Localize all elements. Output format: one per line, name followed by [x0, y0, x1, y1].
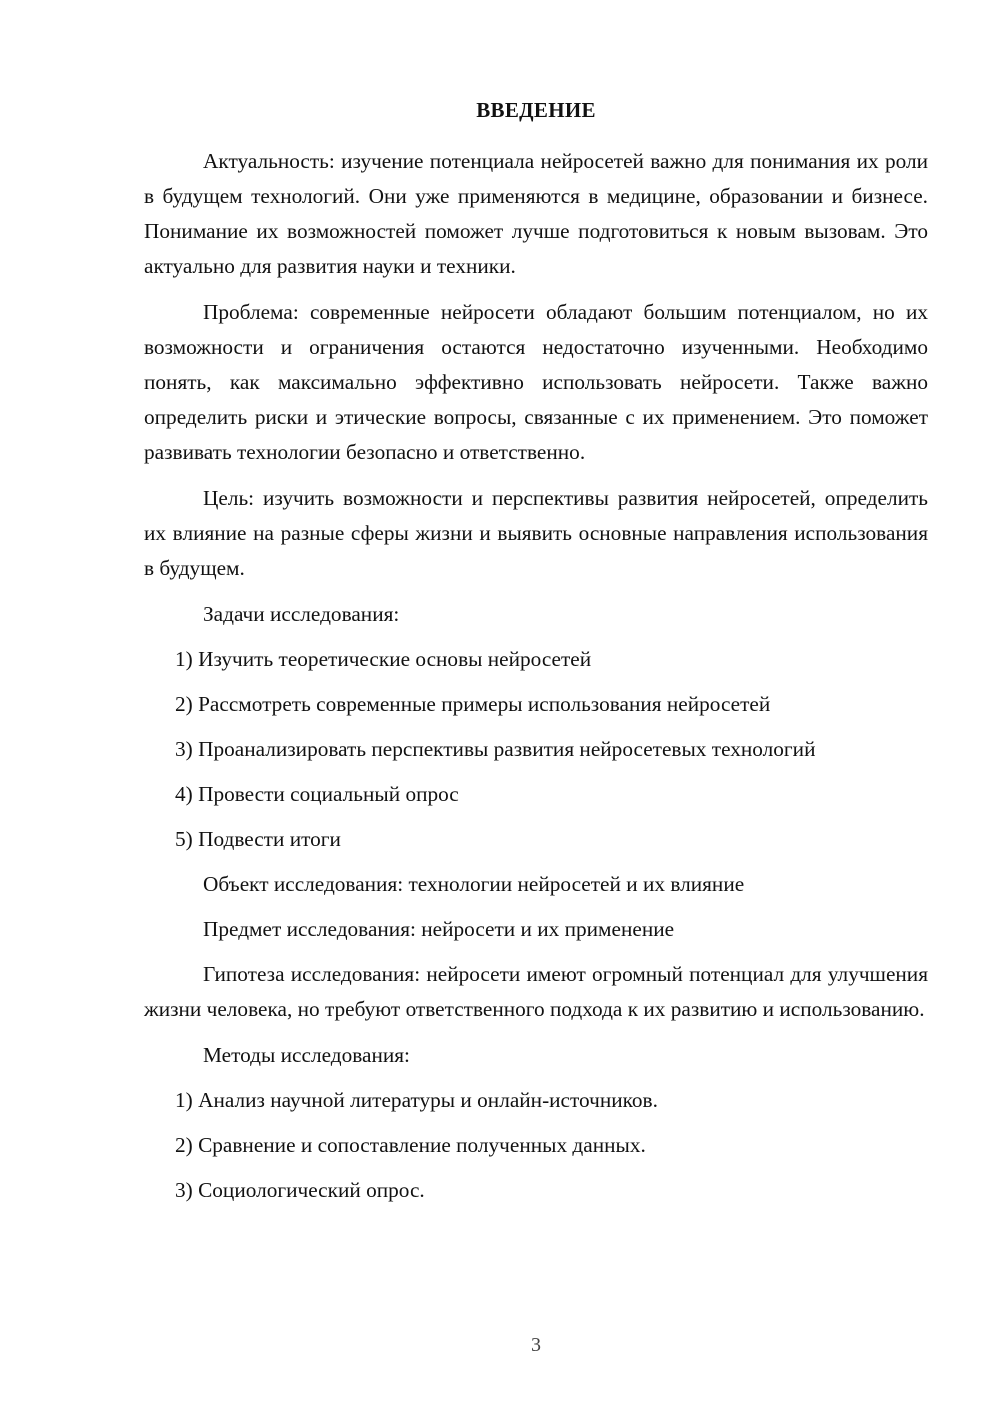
problem-paragraph: Проблема: современные нейросети обладают большим потенциалом, но их возможности и ограничения остаются недостаточно изученными. Необходимо понять, как максимально эффективно использовать нейросети. Также важно определить риски и этические вопросы, связанные с их применением. Это поможет развивать технологии безопасно и ответственно. [144, 300, 928, 464]
document-body [144, 96, 928, 1218]
list-item: 2) Сравнение и сопоставление полученных данных. [175, 1133, 646, 1157]
methods-list [144, 1083, 928, 1208]
list-item: 2) Рассмотреть современные примеры использования нейросетей [175, 692, 771, 716]
hypothesis-paragraph: Гипотеза исследования: нейросети имеют огромный потенциал для улучшения жизни человека, но требуют ответственного подхода к их развитию и использованию. [144, 962, 928, 1021]
tasks-heading: Задачи исследования: [203, 602, 400, 626]
list-item: 5) Подвести итоги [175, 827, 341, 851]
page-number: 3 [531, 1334, 541, 1356]
tasks-list [144, 642, 928, 857]
list-item: 1) Изучить теоретические основы нейросетей [175, 647, 592, 671]
relevance-paragraph: Актуальность: изучение потенциала нейросетей важно для понимания их роли в будущем технологий. Они уже применяются в медицине, образовании и бизнесе. Понимание их возможностей поможет лучше подготовиться к новым вызовам. Это актуально для развития науки и техники. [144, 149, 928, 278]
list-item: 3) Проанализировать перспективы развития нейросетевых технологий [175, 737, 816, 761]
list-item: 1) Анализ научной литературы и онлайн-источников. [175, 1088, 658, 1112]
list-item: 4) Провести социальный опрос [175, 782, 459, 806]
subject-line: Предмет исследования: нейросети и их применение [203, 917, 675, 941]
list-item: 3) Социологический опрос. [175, 1178, 425, 1202]
goal-paragraph: Цель: изучить возможности и перспективы развития нейросетей, определить их влияние на разные сферы жизни и выявить основные направления использования в будущем. [144, 486, 928, 580]
methods-heading: Методы исследования: [203, 1043, 410, 1067]
object-line: Объект исследования: технологии нейросетей и их влияние [203, 872, 745, 896]
page-title: ВВЕДЕНИЕ [476, 98, 596, 122]
